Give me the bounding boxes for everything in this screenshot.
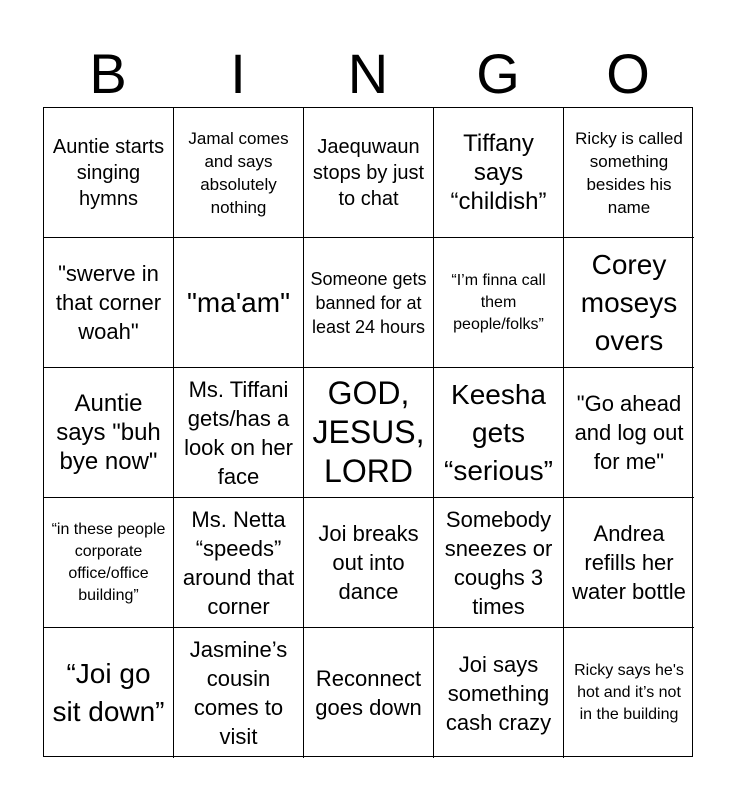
bingo-cell-r1-c5[interactable] bbox=[564, 108, 694, 238]
cell-text: Joi breaks out into dance bbox=[318, 521, 419, 604]
cell-text: “I’m finna call them people/folks” bbox=[451, 271, 546, 333]
cell-text: Joi says something cash crazy bbox=[445, 651, 552, 735]
bingo-cell-r2-c5[interactable] bbox=[564, 238, 694, 368]
cell-text: "swerve in that corner woah" bbox=[55, 261, 162, 344]
cell-text: Auntie starts singing hymns bbox=[52, 135, 165, 210]
bingo-cell-r3-c1[interactable] bbox=[44, 368, 174, 498]
bingo-grid bbox=[43, 107, 693, 757]
bingo-cell-r2-c4[interactable] bbox=[434, 238, 564, 368]
bingo-cell-r3-c3[interactable] bbox=[304, 368, 434, 498]
cell-text: Tiffany says “childish” bbox=[450, 130, 547, 215]
bingo-cell-r3-c2[interactable] bbox=[174, 368, 304, 498]
cell-text: Ricky says he's hot and it’s not in the building bbox=[574, 662, 684, 723]
bingo-cell-r1-c3[interactable] bbox=[304, 108, 434, 238]
cell-text: Jasmine’s cousin comes to visit bbox=[189, 637, 288, 749]
bingo-cell-r3-c5[interactable] bbox=[564, 368, 694, 498]
bingo-cell-r5-c1[interactable] bbox=[44, 628, 174, 758]
cell-text: Ms. Netta “speeds” around that corner bbox=[182, 506, 295, 619]
bingo-cell-r1-c2[interactable] bbox=[174, 108, 304, 238]
bingo-cell-r5-c3[interactable] bbox=[304, 628, 434, 758]
cell-text: Jamal comes and says absolutely nothing bbox=[188, 128, 289, 217]
bingo-cell-r5-c4[interactable] bbox=[434, 628, 564, 758]
cell-text: Jaequwaun stops by just to chat bbox=[312, 135, 425, 210]
bingo-cell-r5-c5[interactable] bbox=[564, 628, 694, 758]
bingo-cell-r1-c4[interactable] bbox=[434, 108, 564, 238]
cell-text: Keesha gets “serious” bbox=[444, 378, 553, 486]
cell-text: Andrea refills her water bottle bbox=[572, 521, 686, 604]
header-letter-b: B bbox=[89, 42, 127, 105]
bingo-cell-r4-c2[interactable] bbox=[174, 498, 304, 628]
bingo-cell-r3-c4[interactable] bbox=[434, 368, 564, 498]
cell-text: Reconnect goes down bbox=[315, 666, 422, 720]
bingo-cell-r4-c1[interactable] bbox=[44, 498, 174, 628]
bingo-cell-r4-c3[interactable] bbox=[304, 498, 434, 628]
header-letter-i: I bbox=[230, 42, 246, 105]
header-letter-o: O bbox=[606, 42, 650, 105]
bingo-cell-r2-c1[interactable] bbox=[44, 238, 174, 368]
bingo-cell-r2-c2[interactable] bbox=[174, 238, 304, 368]
bingo-header bbox=[43, 42, 693, 106]
cell-text: “in these people corporate office/office building” bbox=[51, 520, 166, 604]
header-letter-n: N bbox=[347, 42, 389, 105]
cell-text: Corey moseys overs bbox=[580, 248, 678, 356]
bingo-cell-r4-c4[interactable] bbox=[434, 498, 564, 628]
cell-text: Somebody sneezes or coughs 3 times bbox=[444, 506, 553, 619]
cell-text: Ms. Tiffani gets/has a look on her face bbox=[184, 376, 293, 489]
cell-text: Auntie says "buh bye now" bbox=[56, 390, 161, 475]
cell-text: Ricky is called something besides his name bbox=[575, 128, 683, 217]
cell-text: “Joi go sit down” bbox=[52, 658, 165, 727]
cell-text: "ma'am" bbox=[186, 286, 291, 318]
bingo-cell-r5-c2[interactable] bbox=[174, 628, 304, 758]
bingo-cell-r2-c3[interactable] bbox=[304, 238, 434, 368]
cell-text: "Go ahead and log out for me" bbox=[574, 391, 684, 474]
cell-text: Someone gets banned for at least 24 hours bbox=[310, 268, 427, 337]
bingo-cell-r4-c5[interactable] bbox=[564, 498, 694, 628]
bingo-cell-r1-c1[interactable] bbox=[44, 108, 174, 238]
cell-text: GOD, JESUS, LORD bbox=[312, 375, 425, 489]
header-letter-g: G bbox=[476, 42, 520, 105]
